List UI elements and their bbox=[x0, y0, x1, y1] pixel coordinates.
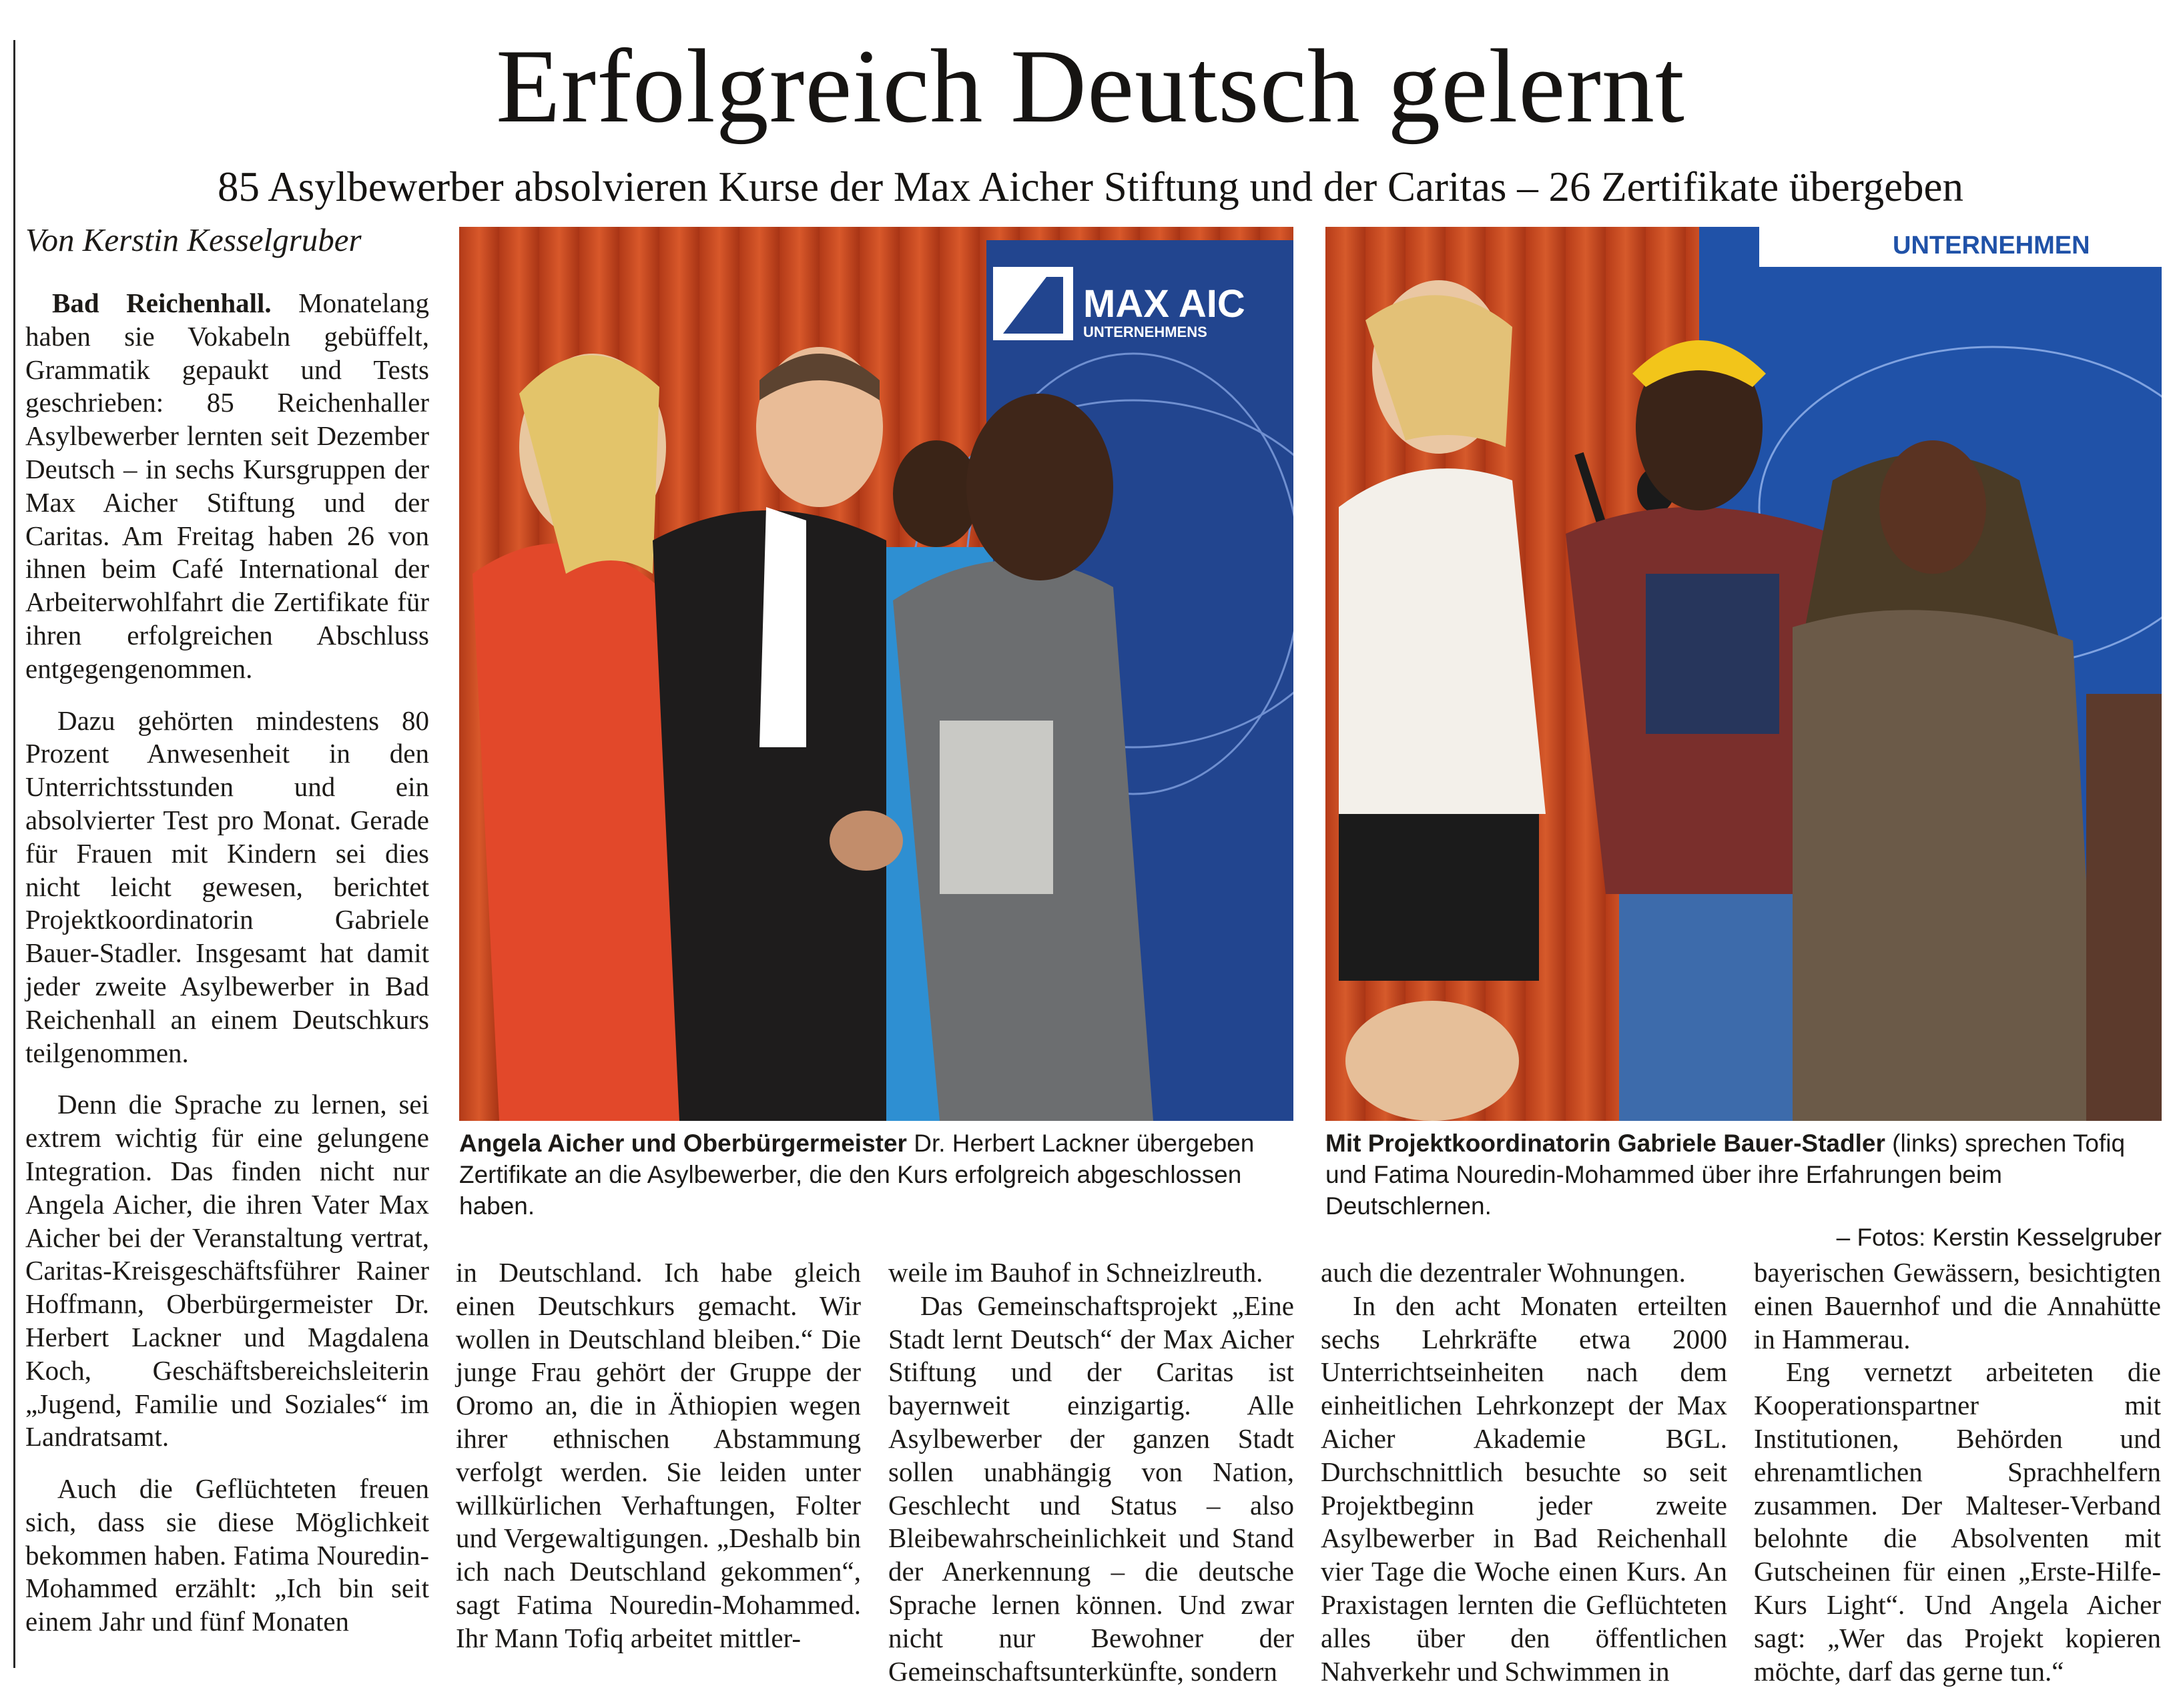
photo-illustration bbox=[1325, 227, 2162, 1121]
paragraph: Dazu gehörten mindestens 80 Prozent Anwesenheit in den Unterrichtsstunden und ein absolvierter Test pro Monat. Gerade für Frauen mit Kindern sei dies nicht leicht gewesen, berichtet Projektkoordinatorin Gabriele Bauer-Stadler. Insgesamt hat damit jeder zweite Asylbewerber in Bad Reichenhall an einem Deutschkurs teilgenommen. bbox=[25, 705, 429, 1068]
left-margin-rule bbox=[13, 40, 15, 1668]
photo-caption-2 bbox=[1325, 1128, 2162, 1253]
paragraph bbox=[25, 287, 429, 686]
photo-interview-microphone bbox=[1325, 227, 2162, 1121]
banner-text: UNTERNEHMEN bbox=[1893, 232, 2090, 260]
paragraph: auch die dezentraler Wohnungen. bbox=[1321, 1257, 1686, 1288]
article-column-2 bbox=[456, 1256, 861, 1655]
paragraph: Denn die Sprache zu lernen, sei extrem wichtig für eine gelungene Integration. Das finden nicht nur Angela Aicher, die ihren Vater Max Aicher bei der Veranstaltung vertrat, Caritas-Kreisgeschäftsführer Rainer Hoffmann, Oberbürgermeister Dr. Herbert Lackner und Magdalena Koch, Geschäftsbereichsleiterin „Jugend, Familie und Soziales“ im Landratsamt. bbox=[25, 1089, 429, 1452]
caption-lead: Angela Aicher und Oberbürgermeister bbox=[459, 1130, 907, 1157]
paragraph: weile im Bauhof in Schneizlreuth. bbox=[888, 1257, 1263, 1288]
subheadline: 85 Asylbewerber absolvieren Kurse der Max Aicher Stiftung und der Caritas – 26 Zertifikate übergeben bbox=[217, 163, 1964, 210]
paragraph: bayerischen Gewässern, besichtigten einen Bauernhof und die Annahütte in Hammerau. bbox=[1754, 1257, 2161, 1354]
photo-illustration bbox=[459, 227, 1293, 1121]
paragraph: in Deutschland. Ich habe gleich einen Deutschkurs gemacht. Wir wollen in Deutschland bleiben.“ Die junge Frau gehört der Gruppe der Oromo an, die in Äthiopien wegen ihrer ethnischen Abstammung verfolgt werden. Sie leiden unter willkürlichen Verhaftungen, Folter und Vergewaltigungen. „Deshalb bin ich nach Deutschland gekommen“, sagt Fatima Nouredin-Mohammed. Ihr Mann Tofiq arbeitet mittler- bbox=[456, 1257, 861, 1653]
article-column-4 bbox=[1321, 1256, 1727, 1688]
dateline: Bad Reichenhall. bbox=[52, 288, 272, 318]
photo-credit: – Fotos: Kerstin Kesselgruber bbox=[1836, 1224, 2162, 1251]
banner-text: MAX AIC bbox=[1083, 282, 1245, 326]
photo-caption-1 bbox=[459, 1128, 1293, 1222]
article-column-1 bbox=[25, 287, 429, 1639]
byline: Von Kerstin Kesselgruber bbox=[25, 222, 362, 258]
paragraph: Eng vernetzt arbeiteten die Kooperationspartner mit Institutionen, Behörden und ehrenamtlichen Sprachhelfern zusammen. Der Malteser-Verband belohnte die Absolventen mit Gutscheinen für einen „Erste-Hilfe-Kurs Light“. Und Angela Aicher sagt: „Wer das Projekt kopieren möchte, darf das gerne tun.“ bbox=[1754, 1356, 2161, 1687]
paragraph: In den acht Monaten erteilten sechs Lehrkräfte etwa 2000 Unterrichtseinheiten nach dem einheitlichen Lehrkonzept der Max Aicher Akademie BGL. Durchschnittlich besuchte so seit Projektbeginn jeder zweite Asylbewerber in Bad Reichenhall vier Tage die Woche einen Kurs. An Praxistagen lernten die Geflüchteten alles über den öffentlichen Nahverkehr und Schwimmen in bbox=[1321, 1290, 1727, 1687]
article-column-3 bbox=[888, 1256, 1294, 1688]
caption-lead: Mit Projektkoordinatorin Gabriele Bauer-Stadler bbox=[1325, 1130, 1885, 1157]
caption-text: (links) sprechen Tofiq und Fatima Nouredin-Mohammed über ihre Erfahrungen beim Deutschlernen. bbox=[1325, 1130, 2126, 1220]
photo-certificate-handover bbox=[459, 227, 1293, 1121]
paragraph: Auch die Geflüchteten freuen sich, dass sie diese Möglichkeit bekommen haben. Fatima Nouredin-Mohammed erzählt: „Ich bin seit einem Jahr und fünf Monaten bbox=[25, 1473, 429, 1637]
headline: Erfolgreich Deutsch gelernt bbox=[496, 28, 1685, 145]
banner-subtext: UNTERNEHMENS bbox=[1083, 324, 1207, 340]
caption-text: Dr. Herbert Lackner übergeben Zertifikate an die Asylbewerber, die den Kurs erfolgreich abgeschlossen haben. bbox=[459, 1130, 1255, 1220]
paragraph-text: Monatelang haben sie Vokabeln gebüffelt, Grammatik gepaukt und Tests geschrieben: 85 Reichenhaller Asylbewerber lernten seit Dezember Deutsch – in sechs Kursgruppen der Max Aicher Stiftung und der Caritas. Am Freitag haben 26 von ihnen beim Café International der Arbeiterwohlfahrt die Zertifikate für ihren erfolgreichen Abschluss entgegengenommen. bbox=[25, 288, 429, 684]
paragraph: Das Gemeinschaftsprojekt „Eine Stadt lernt Deutsch“ der Max Aicher Stiftung und der Caritas ist bayernweit einzigartig. Alle Asylbewerber der ganzen Stadt sollen unabhängig von Nation, Geschlecht und Status – also Bleibewahrscheinlichkeit und Stand der Anerkennung – die deutsche Sprache lernen können. Und zwar nicht nur Bewohner der Gemeinschaftsunterkünfte, sondern bbox=[888, 1290, 1294, 1687]
article-column-5 bbox=[1754, 1256, 2161, 1688]
